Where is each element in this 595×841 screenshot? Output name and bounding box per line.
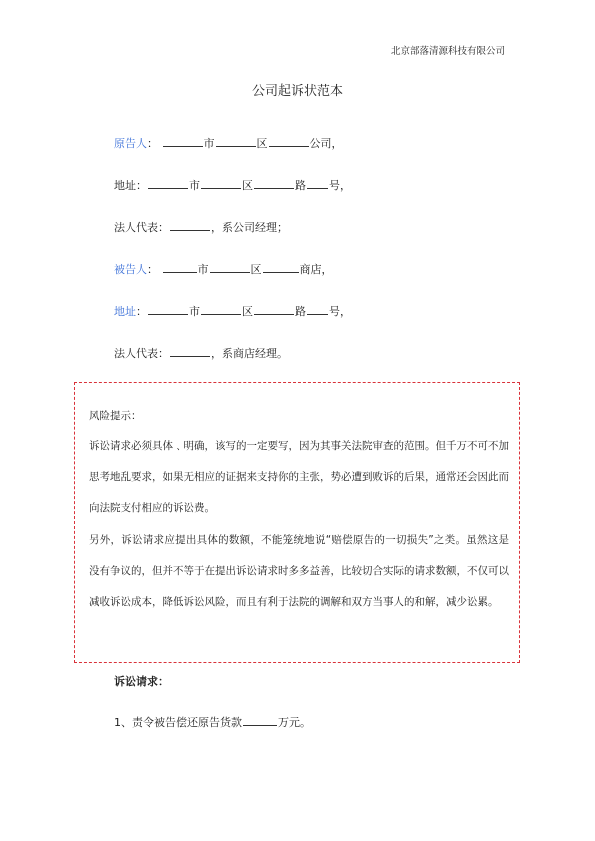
colon: ：: [136, 305, 147, 318]
risk-title: 风险提示：: [89, 410, 142, 422]
road-label: 路: [295, 179, 306, 192]
document-title: 公司起诉状范本: [251, 84, 343, 99]
district-label: 区: [256, 137, 268, 150]
blank-field: [148, 177, 188, 189]
claim-text: 1、责令被告偿还原告货款: [114, 716, 242, 729]
blank-field: [307, 177, 328, 189]
district-label: 区: [242, 305, 253, 318]
number-label: 号，: [329, 305, 351, 318]
colon: ：: [147, 137, 158, 150]
header-company-name: 北京部落清源科技有限公司: [390, 46, 505, 57]
plaintiff-label: 原告人: [114, 137, 147, 150]
blank-field: [307, 303, 328, 315]
blank-field: [269, 135, 309, 147]
district-label: 区: [242, 179, 253, 192]
blank-field: [163, 261, 197, 273]
rep-label: 法人代表：: [114, 221, 169, 234]
city-label: 市: [189, 305, 200, 318]
blank-field: [170, 345, 210, 357]
colon: ：: [147, 263, 158, 276]
shop-suffix: 商店，: [299, 263, 333, 276]
rep-label: 法人代表：: [114, 347, 169, 360]
blank-field: [254, 177, 294, 189]
blank-field: [163, 135, 203, 147]
defendant-address-line: [114, 303, 351, 319]
blank-field: [243, 714, 277, 726]
blank-field: [263, 261, 299, 273]
blank-field: [201, 177, 241, 189]
blank-field: [201, 303, 241, 315]
number-label: 号，: [329, 179, 351, 192]
road-label: 路: [295, 305, 306, 318]
blank-field: [216, 135, 256, 147]
city-label: 市: [197, 263, 209, 276]
rep-suffix: ，系公司经理；: [211, 221, 288, 234]
claims-heading: 诉讼请求：: [114, 675, 169, 688]
blank-field: [170, 219, 210, 231]
plaintiff-line: [114, 135, 343, 151]
city-label: 市: [189, 179, 200, 192]
blank-field: [254, 303, 294, 315]
defendant-line: [114, 261, 333, 277]
defendant-rep-line: [114, 345, 288, 361]
blank-field: [148, 303, 188, 315]
defendant-label: 被告人: [114, 263, 147, 276]
address-label: 地址：: [114, 179, 147, 192]
address-label: 地址: [114, 305, 136, 318]
plaintiff-address-line: [114, 177, 351, 193]
risk-paragraph-2: 另外，诉讼请求应提出具体的数额，不能笼统地说“赔偿原告的一切损失”之类。虽然这是没有争议的，但并不等于在提出诉讼请求时多多益善，比较切合实际的请求数额，不仅可以减收诉讼成本，降低诉讼风险，而且有利于法院的调解和双方当事人的和解，减少讼累。: [89, 534, 509, 608]
claim-suffix: 万元。: [278, 716, 311, 729]
company-suffix: 公司，: [309, 137, 343, 150]
blank-field: [210, 261, 250, 273]
plaintiff-rep-line: [114, 219, 288, 235]
district-label: 区: [250, 263, 262, 276]
city-label: 市: [203, 137, 215, 150]
claim-item-1: [114, 714, 311, 730]
rep-suffix: ，系商店经理。: [211, 347, 288, 360]
risk-paragraph-1: 诉讼请求必须具体﹑明确，该写的一定要写，因为其事关法院审查的范围。但千万不可不加思考地乱要求，如果无相应的证据来支持你的主张，势必遭到败诉的后果，通常还会因此而向法院支付相应的诉讼费。: [89, 440, 509, 514]
